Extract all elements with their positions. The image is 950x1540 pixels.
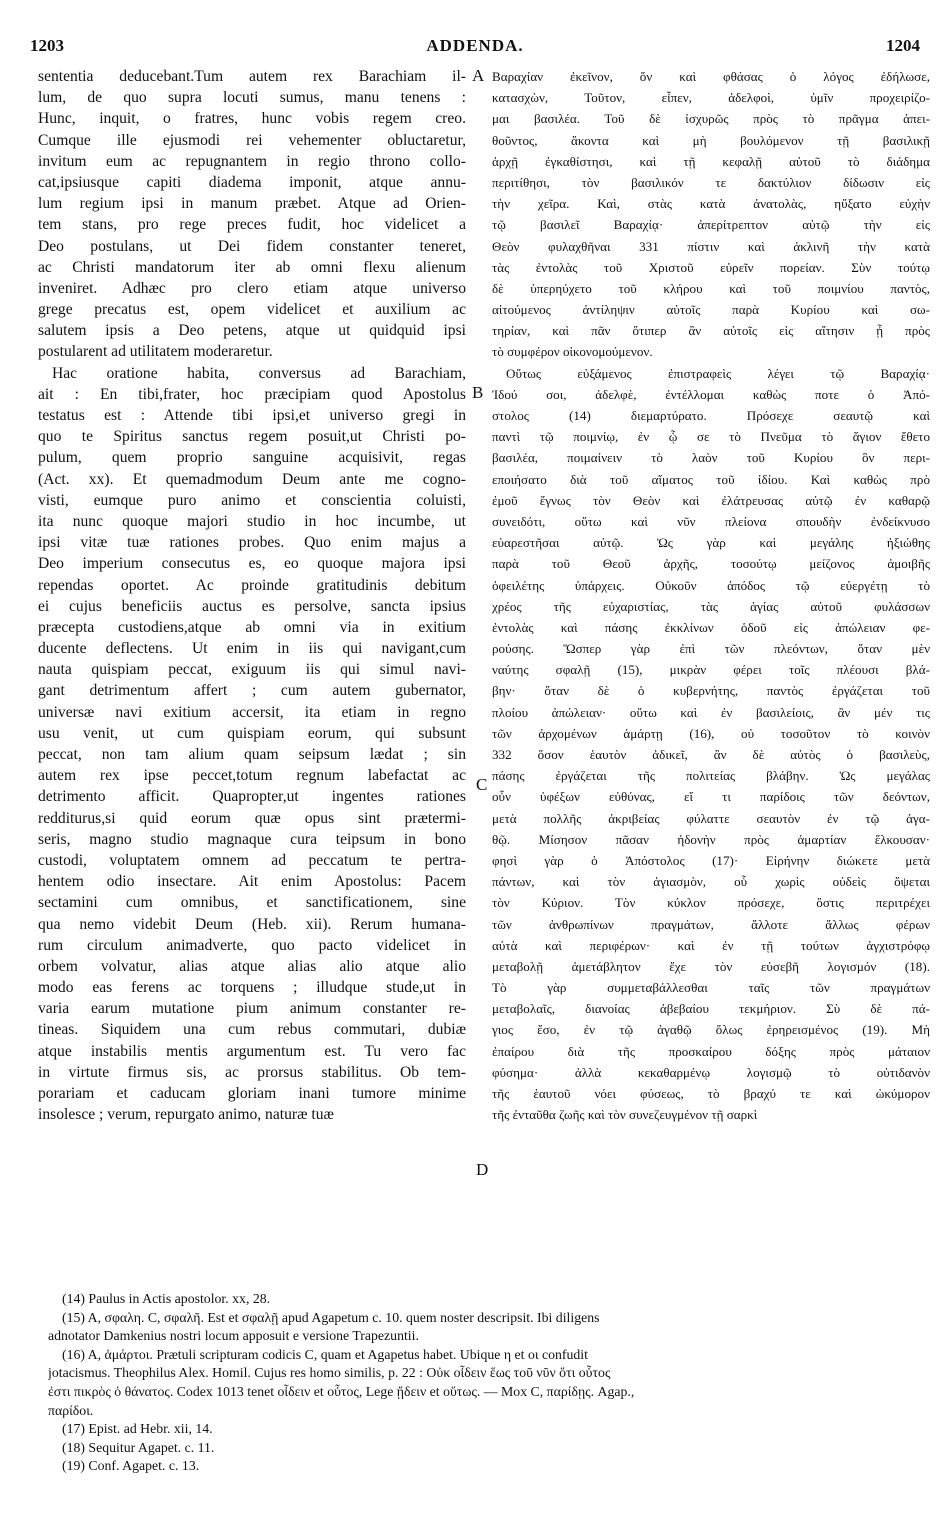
left-column-line: insolesce ; verum, repurgato animo, naturæ tuæ (38, 1106, 334, 1124)
left-column-line: ita nunc quoque majori studio in hoc incumbe, ut (38, 512, 466, 530)
right-column-line: χρέος τῆς εὐχαριστίας, τὰς ἁγίας αὐτοῦ φυλάσσων (492, 598, 930, 614)
latin-column (38, 66, 466, 1125)
left-column-line: atque instabilis mentis argumentum est. Tu vero fac (38, 1042, 466, 1060)
right-column-line: αἰτούμενος ἀντίληψιν αὐτοῖς παρὰ Κυρίου καὶ σω- (492, 302, 930, 318)
section-marker-c: C (476, 775, 488, 794)
right-column-line: αὐτὰ καὶ περιφέρων· καὶ ἐν τῇ τούτων ἀγχιστρόφῳ (492, 937, 930, 953)
right-column-line: μεταβολαῖς, διανοίας ἀβεβαίου τεκμήριον. Σὺ δὲ πά- (492, 1001, 930, 1017)
page-header (30, 36, 920, 60)
footnotes-line: (16) A, ἁμάρτοι. Prætuli scripturam codicis C, quam et Agapetus habet. Ubique η et οι confudit (62, 1346, 588, 1362)
left-column-line: lum, de quo supra locuti sumus, manu tenens : (38, 89, 466, 107)
left-column-line: invitum eum ac repugnantem in regio throno collo- (38, 152, 466, 170)
right-column-line: ὀφειλέτης ὑπάρχεις. Οὐκοῦν ἀπόδος τῷ εὐεργέτῃ τὸ (492, 577, 930, 593)
footnotes (48, 1290, 918, 1476)
left-column-line: postularent ad utilitatem moderaretur. (38, 343, 273, 361)
right-column-line: συνειδότι, οὕτω καὶ νῦν πλείονα σπουδὴν ἐνδείκνυσο (492, 513, 930, 529)
footnotes-line: (19) Conf. Agapet. c. 13. (62, 1458, 200, 1474)
right-column-line: εὐαρεστῆσαι αὐτῷ. Ὡς γὰρ καὶ μεγάλης ἠξιώθης (492, 535, 930, 551)
left-column-line: salutem ipsis a Deo petens, atque ut quidquid ipsi (38, 322, 466, 340)
right-column-line: μεταβολῇ ἀμετάβλητον ἔχε τὸν εὐσεβῆ λογισμόν (18). (492, 958, 930, 974)
left-column-line: ait : En tibi,frater, hoc præcipiam quod Apostolus (38, 385, 466, 403)
section-marker-b: B (472, 383, 484, 402)
left-column-line: orbem volvatur, alias atque alias alio atque alio (38, 957, 466, 975)
left-column-line: pulum, quem proprio sanguine acquisivit, regas (38, 449, 466, 467)
left-column-line: porariam et caducam gloriam inani tumore minime (38, 1085, 466, 1102)
left-column-line: detrimento afficit. Quapropter,ut ingentes rationes (38, 788, 466, 806)
left-column-line: inveniret. Adhæc pro clero etiam atque universo (38, 279, 466, 297)
right-column-line: Βαραχίαν ἐκεῖνον, ὅν καὶ φθάσας ὁ λόγος ἐδήλωσε, (492, 69, 930, 84)
left-column-line: tineas. Siquidem una cum rebus commutari, dubiæ (38, 1021, 466, 1039)
left-column-line: gant detrimentum affert ; cum autem gubernator, (38, 682, 466, 700)
footnotes-line: παρίδοι. (48, 1402, 94, 1418)
left-column-line: custodi, voluptatem omnem ad peccatum te pertra- (38, 851, 466, 869)
left-page-number: 1203 (30, 36, 64, 55)
left-column-line: autem rex ipse peccet,totum regnum labefactat ac (38, 767, 466, 785)
right-column-line: φησὶ γὰρ ὁ Ἀπόστολος (17)· Εἰρήνην διώκετε μετὰ (492, 852, 930, 868)
right-column-line: τὴν χεῖρα. Καὶ, στὰς κατὰ ἀνατολὰς, ηὔξατο εὐχὴν (492, 196, 930, 212)
left-column-line: peccat, non tam alium quam seipsum lædat ; sin (38, 746, 466, 763)
left-column-line: quo te Spiritus sanctus regem posuit,ut Christi po- (38, 428, 466, 446)
left-column-line: ducente deflectens. Ut enim in iis qui navigant,cum (38, 640, 466, 658)
left-column-line: modo eas ferens ac torquens ; illudque stude,ut in (38, 979, 466, 997)
left-column-line: cat,ipsiusque capiti diadema imponit, atque annu- (38, 173, 466, 191)
right-column-line: εποιήσατο διὰ τοῦ αἵματος τοῦ ἰδίου. Καὶ καθὼς πρὸ (492, 471, 930, 487)
left-column-line: varia earum mutatione pium animum constanter re- (38, 1000, 466, 1018)
section-marker-a: A (472, 66, 485, 85)
left-column-line: Deo imperium consecutus es, eo quoque majora ipsi (38, 555, 466, 573)
left-column-line: Cumque ille ejusmodi rei vehementer obluctaretur, (38, 131, 466, 149)
left-column-line: redditurus,si quid eorum quæ opus sint prætermi- (38, 809, 466, 827)
right-column-line: μαι βασιλέα. Τοῦ δὲ ἰσχυρῶς πρὸς τὸ πρᾶγμα ἀπει- (492, 111, 930, 127)
right-column-line: φύσημα· ἀλλὰ κεκαθαρμένῳ λογισμῷ τὸ οὐτιδανὸν (492, 1064, 930, 1080)
footnotes-line: (17) Epist. ad Hebr. xii, 14. (62, 1421, 213, 1437)
right-column-line: τῶν ἀρχομένων ἁμάρτῃ (16), οὐ τοσοῦτον τὸ κοινὸν (492, 725, 930, 741)
left-column-line: tem stans, pro rege preces fudit, hoc videlicet a (38, 216, 466, 234)
left-column-line: (Act. xx). Et quemadmodum Deum ante me cogno- (38, 470, 466, 488)
left-column-line: Hac oratione habita, conversus ad Barachiam, (52, 364, 466, 382)
right-column-line: δὲ ὑπερηύχετο τοῦ κλήρου καὶ τοῦ ποιμνίου παντὸς, (492, 280, 930, 296)
left-column-line: seris, magno studio magnaque cura teipsum in bono (38, 830, 466, 848)
footnotes-line: ἐστι πικρὸς ὁ θάνατος. Codex 1013 tenet οἶδειν et οὗτος, Lege ᾔδειν et οὕτως. — Mox C, παρίδῃς. Agap., (48, 1383, 635, 1399)
greek-column (492, 66, 930, 1125)
left-column-line: rependas oportet. Ac proinde gratitudinis debitum (38, 576, 466, 594)
right-column-line: θοῦντος, ἄκοντα καὶ μὴ βουλόμενον τῇ βασιλικῇ (492, 132, 930, 148)
right-column-line: θῷ. Μίσησον πᾶσαν ἡδονὴν πρὸς ἁμαρτίαν ἕλκουσαν· (492, 831, 930, 847)
right-column-line: Οὕτως εὐξάμενος ἐπιστραφεὶς λέγει τῷ Βαραχίᾳ· (506, 365, 930, 381)
left-column-line: usu venit, ut cum quispiam eorum, qui subsunt (38, 724, 466, 742)
left-column-line: ei cujus beneficiis auctus es persolve, sancta ipsius (38, 597, 466, 615)
left-column-line: visti, eumque puro animo et conscientia coluisti, (38, 491, 466, 509)
right-column-line: παρὰ τοῦ Θεοῦ ἀρχῆς, τοσούτῳ μείζονος ἀμοιβῆς (492, 556, 930, 572)
right-column-line: παντὶ τῷ ποιμνίῳ, ἐν ᾧ σε τὸ Πνεῦμα τὸ ἅγιον ἔθετο (492, 429, 930, 445)
right-column-line: ἐμοῦ ἔγνως τὸν Θεὸν καὶ ἐλάτρευσας αὐτῷ ἐν καθαρῷ (492, 492, 930, 508)
left-column-line: sectamini cum omnibus, et sanctificationem, sine (38, 894, 466, 912)
right-column-line: ρούσης. Ὥσπερ γὰρ ἐπὶ τῶν πλεόντων, ὅταν μὲν (492, 641, 930, 657)
right-column-line: ἐπαίρου διὰ τῆς προσκαίρου δόξης πρὸς μάταιον (492, 1043, 930, 1059)
running-title: ADDENDA. (426, 36, 524, 55)
left-column-line: grege precatus est, opem videlicet et auxilium ac (38, 301, 466, 319)
right-column-line: τηρίαν, καὶ πᾶν ὅτιπερ ἂν αὐτοῖς εἰς αἴτησιν ᾖ πρὸς (492, 323, 930, 339)
right-column-line: 332 ὅσον ἑαυτὸν ἀδικεῖ, ἂν δὲ αὐτὸς ὁ βασιλεὺς, (492, 747, 930, 762)
left-column-line: in virtute firmus sis, ac prorsus stabilitus. Ob tem- (38, 1063, 466, 1081)
right-column-line: ἀρχῇ ἐγκαθίστησι, καὶ τῇ κεφαλῇ αὐτοῦ τὸ διάδημα (492, 153, 930, 169)
left-column-line: Hunc, inquit, o fratres, hunc vobis regem creo. (38, 110, 466, 128)
left-column-line: ipsi vitæ tuæ rationes probes. Quo enim majus a (38, 534, 466, 552)
left-column-line: testatus est : Attende tibi ipsi,et universo gregi in (38, 407, 466, 424)
right-column-line: τῶν ἀνθρωπίνων πραγμάτων, ἄλλοτε ἄλλως φέρων (492, 916, 930, 932)
right-column-line: τὰς ἐντολὰς τοῦ Χριστοῦ εὑρεῖν πορείαν. Σὺν τούτῳ (492, 259, 930, 275)
left-column-line: nauta quispiam peccat, exiguum iis qui simul navi- (38, 661, 466, 679)
footnotes-line: adnotator Damkenius nostri locum apposuit e versione Trapezuntii. (48, 1328, 419, 1344)
right-column-line: στολος (14) διεμαρτύρατο. Πρόσεχε σεαυτῷ καὶ (492, 408, 930, 423)
right-column-line: οὖν ὑφέξων εὐθύνας, εἴ τι παρίδοις τῶν δεόντων, (492, 789, 930, 805)
footnotes-line: jotacismus. Theophilus Alex. Homil. Cujus res homo similis, p. 22 : Οὐκ οἶδειν ἕως τοῦ νῦν ὅτι οὗτος (48, 1365, 611, 1381)
right-column-line: Τὸ γὰρ συμμεταβάλλεσθαι ταῖς τῶν πραγμάτων (492, 980, 930, 996)
right-column-line: περιτίθησι, τὸν βασιλικόν τε δακτύλιον δίδωσιν εἰς (492, 174, 930, 190)
left-column-line: ac Christi mandatorum iter ab omni flexu alienum (38, 258, 466, 276)
left-column-line: præcepta custodiens,atque ab omni via in exitium (38, 618, 466, 636)
left-column-line: hentem odio insectare. Ait enim Apostolus: Pacem (38, 873, 466, 891)
right-page-number: 1204 (886, 36, 920, 55)
left-column-line: Deo postulans, ut Dei fidem constanter teneret, (38, 237, 466, 255)
right-column-line: τῷ βασιλεῖ Βαραχίᾳ· ἀπερίτρεπτον αὐτῷ τὴν εἰς (492, 217, 930, 233)
right-column-line: μετὰ πολλῆς ἀκριβείας φύλαττε σεαυτὸν ἐν τῷ ἀγα- (492, 810, 930, 826)
left-column-line: universæ navi exitium accersit, ita etiam in regno (38, 703, 466, 721)
section-marker-d: D (476, 1160, 489, 1179)
right-column-line: γιος ἔσο, ἐν τῷ ἀγαθῷ ὅλως ἐρηρεισμένος (19). Μὴ (492, 1022, 930, 1038)
right-column-line: τῆς ἑαυτοῦ νόει φύσεως, τὸ βραχύ τε καὶ ὠκύμορον (492, 1086, 930, 1101)
right-column-line: Ἰδού σοι, ἀδελφὲ, ἐντέλλομαι καθὼς ποτε ὁ Ἀπό- (492, 386, 930, 402)
left-column-line: qua nemo videbit Deum (Heb. xii). Rerum humana- (38, 915, 466, 933)
right-column-line: ναύτης σφαλῇ (15), μικρὰν φέρει τοῖς πλέουσι βλά- (492, 662, 930, 678)
right-column-line: βην· ὅταν δὲ ὁ κυβερνήτης, παντὸς ἐργάζεται τοῦ (492, 683, 930, 699)
left-column-line: lum regium ipsi in manum præbet. Atque ad Orien- (38, 195, 466, 213)
right-column-line: κατασχὼν, Τοῦτον, εἶπεν, ἀδελφοὶ, ὑμῖν προχειρίζο- (492, 90, 930, 106)
right-column-line: πάντων, καὶ τὸν ἁγιασμὸν, οὗ χωρὶς οὐδεὶς ὄψεται (492, 874, 930, 890)
right-column-line: βασιλέα, ποιμαίνειν τὸ λαὸν τοῦ Κυρίου ὃν περι- (492, 450, 930, 466)
right-column-line: πλοίου ἀπώλειαν· οὕτω καὶ ἐν βασιλείοις, ἂν μέν τις (492, 704, 930, 720)
right-column-line: πάσης ἐργάζεται τῆς πολιτείας βλάβην. Ὡς μεγάλας (492, 768, 930, 784)
right-column-line: τῆς ἐνταῦθα ζωῆς καὶ τὸν συνεζευγμένον τῇ σαρκὶ (492, 1107, 758, 1123)
footnotes-line: (18) Sequitur Agapet. c. 11. (62, 1439, 215, 1455)
footnotes-line: (15) A, σφαλη. C, σφαλῆ. Est et σφαλῇ apud Agapetum c. 10. quem noster descripsit. Ibi diligens (62, 1309, 600, 1325)
left-column-line: sententia deducebant.Tum autem rex Barachiam il- (38, 68, 466, 85)
right-column-line: τὸ συμφέρον οἰκονομούμενον. (492, 344, 653, 360)
left-column-line: rum circulum animadverte, quo pacto videlicet in (38, 936, 466, 954)
right-column-line: τὸν Κύριον. Τὸν κύκλον πρόσεχε, ὅστις περιτρέχει (492, 895, 930, 911)
right-column-line: Θεὸν φυλαχθῆναι 331 πίστιν καὶ ἀκλινῆ τὴν κατὰ (492, 238, 930, 254)
footnotes-line: (14) Paulus in Actis apostolor. xx, 28. (62, 1291, 271, 1306)
right-column-line: ἐντολὰς καὶ πάσης ἐκκλίνων ὁδοῦ εἰς ἀπώλειαν φε- (492, 619, 930, 635)
